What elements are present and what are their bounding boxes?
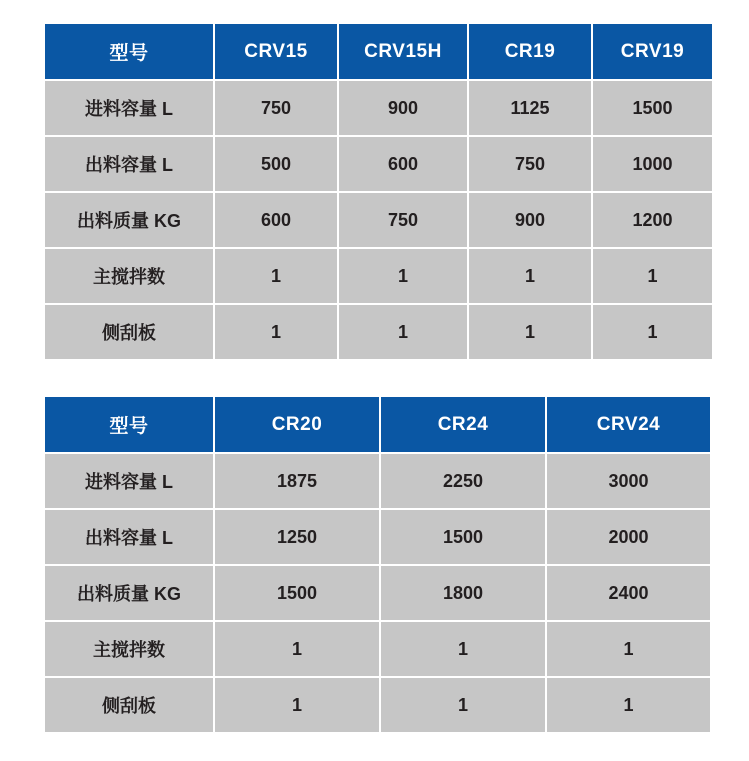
table-cell: 1 <box>547 622 710 676</box>
table-cell: 1250 <box>215 510 379 564</box>
table-cell: 1 <box>215 249 337 303</box>
row-label: 进料容量 L <box>45 454 213 508</box>
table-cell: 750 <box>469 137 591 191</box>
table-cell: 1500 <box>215 566 379 620</box>
table-cell: 1 <box>381 678 545 732</box>
table-row <box>45 678 710 732</box>
table-cell: 600 <box>215 193 337 247</box>
table-cell: 2000 <box>547 510 710 564</box>
table-cell: 1 <box>339 249 467 303</box>
table-cell: 1 <box>469 305 591 359</box>
row-label: 进料容量 L <box>45 81 213 135</box>
spec-table-1 <box>43 22 714 361</box>
table-header-row <box>45 397 710 452</box>
row-label: 出料质量 KG <box>45 193 213 247</box>
table-cell: 1 <box>381 622 545 676</box>
table-cell: 1800 <box>381 566 545 620</box>
table-cell: 3000 <box>547 454 710 508</box>
row-label: 出料质量 KG <box>45 566 213 620</box>
spec-table-2 <box>43 395 712 734</box>
table-cell: 750 <box>215 81 337 135</box>
column-header-crv19: CRV19 <box>593 24 712 79</box>
table-cell: 1 <box>593 305 712 359</box>
row-label: 侧刮板 <box>45 305 213 359</box>
table-cell: 1 <box>339 305 467 359</box>
table-row <box>45 305 712 359</box>
column-header-model: 型号 <box>45 397 213 452</box>
table-row <box>45 193 712 247</box>
column-header-cr20: CR20 <box>215 397 379 452</box>
table-row <box>45 81 712 135</box>
column-header-crv15h: CRV15H <box>339 24 467 79</box>
column-header-cr19: CR19 <box>469 24 591 79</box>
table-cell: 900 <box>469 193 591 247</box>
table-cell: 1125 <box>469 81 591 135</box>
row-label: 主搅拌数 <box>45 622 213 676</box>
row-label: 主搅拌数 <box>45 249 213 303</box>
table-cell: 1 <box>547 678 710 732</box>
table-cell: 600 <box>339 137 467 191</box>
table-cell: 1 <box>593 249 712 303</box>
row-label: 出料容量 L <box>45 510 213 564</box>
table-cell: 1 <box>215 305 337 359</box>
table-row <box>45 622 710 676</box>
table-cell: 1 <box>215 678 379 732</box>
table-row <box>45 566 710 620</box>
table-separator <box>43 361 706 395</box>
row-label: 出料容量 L <box>45 137 213 191</box>
column-header-crv24: CRV24 <box>547 397 710 452</box>
table-cell: 750 <box>339 193 467 247</box>
row-label: 侧刮板 <box>45 678 213 732</box>
column-header-cr24: CR24 <box>381 397 545 452</box>
table-row <box>45 454 710 508</box>
table-header-row <box>45 24 712 79</box>
table-row <box>45 249 712 303</box>
column-header-model: 型号 <box>45 24 213 79</box>
table-cell: 1000 <box>593 137 712 191</box>
table-row <box>45 137 712 191</box>
table-cell: 1500 <box>593 81 712 135</box>
table-cell: 1875 <box>215 454 379 508</box>
table-cell: 1 <box>215 622 379 676</box>
table-cell: 2250 <box>381 454 545 508</box>
column-header-crv15: CRV15 <box>215 24 337 79</box>
table-row <box>45 510 710 564</box>
table-cell: 1 <box>469 249 591 303</box>
table-cell: 2400 <box>547 566 710 620</box>
table-cell: 900 <box>339 81 467 135</box>
table-cell: 500 <box>215 137 337 191</box>
table-cell: 1200 <box>593 193 712 247</box>
table-cell: 1500 <box>381 510 545 564</box>
